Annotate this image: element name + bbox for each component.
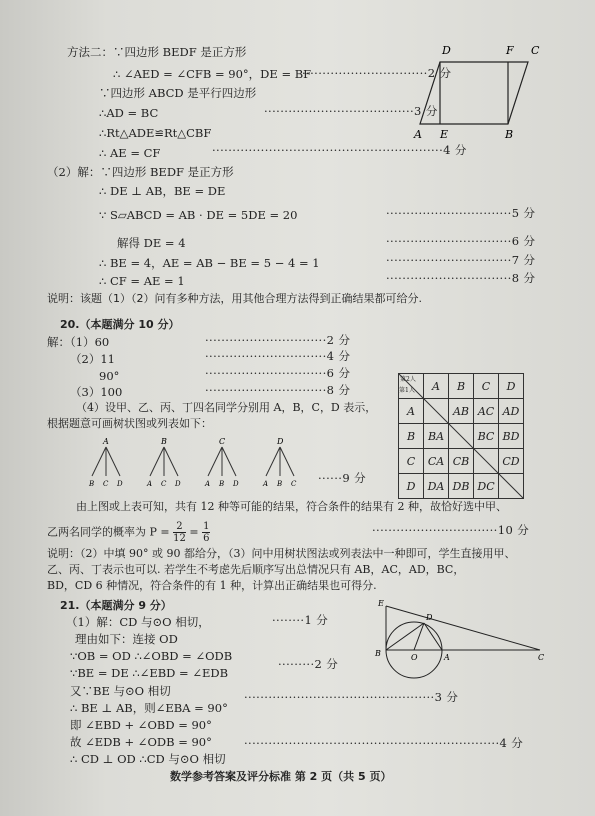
q21-line1: （1）解：CD 与⊙O 相切， xyxy=(66,615,210,629)
score-marker: ······························6 分 xyxy=(205,366,351,380)
table-col-header: A xyxy=(424,374,449,399)
part2-line5: ∴ BE = 4，AE = AB − BE = 5 − 4 = 1 xyxy=(99,256,320,270)
fraction-numerator: 2 xyxy=(173,521,186,533)
score-marker: ·······························7 分 xyxy=(386,253,536,267)
q20-answer2b: 90° xyxy=(99,369,120,383)
part2-note: 说明：该题（1）（2）问有多种方法，用其他合理方法得到正确结果都可给分. xyxy=(47,292,422,305)
score-marker: ······························4 分 xyxy=(205,349,351,363)
part2-line6: ∴ CF = AE = 1 xyxy=(99,274,185,288)
probability-text: 乙两名同学的概率为 P = xyxy=(47,525,174,539)
method2-line3: ∵四边形 ABCD 是平行四边形 xyxy=(99,86,257,100)
corner-top-label: 第2人 xyxy=(400,376,416,383)
q21-line6: ∴ BE ⊥ AB，则∠EBA = 90° xyxy=(70,701,228,715)
score-marker: ······························2 分 xyxy=(205,333,351,347)
tree-branch xyxy=(266,447,280,476)
label-B: B xyxy=(505,128,514,141)
method2-line1: 方法二：∵四边形 BEDF 是正方形 xyxy=(67,45,247,59)
tree-root-D: D xyxy=(277,437,284,446)
tree-root-B: B xyxy=(161,437,167,446)
tree-branch xyxy=(106,447,120,476)
tree-leaf-D: D xyxy=(117,480,123,488)
label-A: A xyxy=(414,128,422,141)
tree-leaf-D: D xyxy=(233,480,239,488)
method2-line4: ∴AD = BC xyxy=(99,106,159,120)
table-cell: CD xyxy=(499,449,524,474)
page-footer: 数学参考答案及评分标准 第 2 页（共 5 页） xyxy=(170,770,392,783)
parallelogram-figure xyxy=(412,42,552,142)
table-cell: BA xyxy=(424,424,449,449)
table-col-header: D xyxy=(499,374,524,399)
label-C: C xyxy=(531,44,540,57)
table-cell: DB xyxy=(449,474,474,499)
table-cell: AC xyxy=(474,399,499,424)
method2-line5: ∴Rt△ADE≌Rt△CBF xyxy=(99,126,212,140)
q20-note-line1: 说明：（2）中填 90° 或 90 都给分，（3）问中用树状图法或列表法中一种即可，学生直接用甲、 xyxy=(47,547,516,560)
tree-root-C: C xyxy=(219,437,226,446)
q21-line7: 即 ∠EBD + ∠OBD = 90° xyxy=(70,718,212,732)
q20-answer3: （3）100 xyxy=(70,385,123,399)
q20-answer2: （2）11 xyxy=(70,352,115,366)
q21-line5: 又∵BE 与⊙O 相切 xyxy=(70,684,171,698)
tree-diagram xyxy=(88,436,318,496)
part2-line2: ∴ DE ⊥ AB，BE = DE xyxy=(99,184,226,198)
circle-tangent-figure xyxy=(372,598,552,668)
score-marker: ·····································3 分 xyxy=(264,104,438,118)
table-row-header: D xyxy=(399,474,424,499)
score-marker: ·······························6 分 xyxy=(386,234,536,248)
fraction-2-12 xyxy=(173,521,186,544)
table-corner-cell xyxy=(399,374,424,399)
q20-conclusion-line1: 由上图或上表可知，共有 12 种等可能的结果，符合条件的结果有 2 种，故恰好选中甲、 xyxy=(76,500,507,513)
score-marker: ·······························5 分 xyxy=(386,206,536,220)
tree-leaf-C: C xyxy=(291,480,297,488)
fraction-denominator: 12 xyxy=(173,533,186,544)
fraction-numerator: 1 xyxy=(203,521,210,532)
q20-answer4-line2: 根据题意可画树状图或列表如下： xyxy=(47,417,212,430)
method2-line6: ∴ AE = CF xyxy=(99,146,161,160)
tree-branch xyxy=(92,447,106,476)
q21-line9: ∴ CD ⊥ OD ∴CD 与⊙O 相切 xyxy=(70,752,226,766)
q20-answer4-line1: （4）设甲、乙、丙、丁四名同学分别用 A，B，C，D 表示， xyxy=(76,401,377,414)
label-E: E xyxy=(378,599,384,608)
label-O: O xyxy=(411,653,418,662)
q21-line8: 故 ∠EDB + ∠ODB = 90° xyxy=(70,735,212,749)
table-row-header: A xyxy=(399,399,424,424)
score-marker: ········1 分 xyxy=(272,613,329,627)
table-cell: DC xyxy=(474,474,499,499)
part2-line3: ∵ S▱ABCD = AB · DE = 5DE = 20 xyxy=(99,208,298,222)
score-marker: ·······························································4 分 xyxy=(244,736,524,750)
q21-line3: ∵OB = OD ∴∠OBD = ∠ODB xyxy=(70,649,233,663)
score-marker: ·········2 分 xyxy=(278,657,339,671)
score-marker: ···············································3 分 xyxy=(244,690,459,704)
score-marker: ······························8 分 xyxy=(205,383,351,397)
tree-branch xyxy=(208,447,222,476)
tree-branch xyxy=(222,447,236,476)
q20-conclusion-line2: 乙两名同学的概率为 P = $\frac{2}{12}$ = $\frac{1}{6}$ xyxy=(47,521,210,544)
table-diagonal-cell xyxy=(474,449,499,474)
table-diagonal-cell xyxy=(449,424,474,449)
tree-leaf-B: B xyxy=(89,480,95,488)
table-col-header: C xyxy=(474,374,499,399)
table-cell: AB xyxy=(449,399,474,424)
tree-leaf-A: A xyxy=(263,480,269,488)
tree-leaf-C: C xyxy=(103,480,109,488)
q21-line2: 理由如下：连接 OD xyxy=(75,632,178,646)
fraction-1-6 xyxy=(202,521,210,544)
tree-leaf-A: A xyxy=(205,480,211,488)
tree-branch xyxy=(164,447,178,476)
label-C: C xyxy=(538,653,545,662)
label-B: B xyxy=(375,649,381,658)
table-cell: AD xyxy=(499,399,524,424)
score-marker: ·························································4 分 xyxy=(212,143,467,157)
label-D: D xyxy=(426,613,433,622)
label-A: A xyxy=(444,653,450,662)
tree-branch xyxy=(150,447,164,476)
table-diagonal-cell xyxy=(424,399,449,424)
table-cell: CB xyxy=(449,449,474,474)
label-F: F xyxy=(506,44,514,57)
corner-bottom-label: 第1人 xyxy=(399,387,415,394)
q20-title: 20.（本题满分 10 分） xyxy=(60,318,180,331)
tree-root-A: A xyxy=(103,437,109,446)
outcome-table xyxy=(398,373,524,499)
score-marker: ·······························2 分 xyxy=(302,66,452,80)
part2-line1: （2）解：∵四边形 BEDF 是正方形 xyxy=(47,165,234,179)
part2-line4: 解得 DE = 4 xyxy=(117,236,186,250)
q20-answer1: 解：（1）60 xyxy=(47,335,110,349)
score-marker: ······9 分 xyxy=(318,471,367,485)
table-col-header: B xyxy=(449,374,474,399)
tree-leaf-D: D xyxy=(175,480,181,488)
table-row-header: C xyxy=(399,449,424,474)
q20-note-line2: 乙、丙、丁表示也可以. 若学生不考虑先后顺序写出总情况只有 AB，AC，AD，BC， xyxy=(47,563,465,576)
fraction-denominator: 6 xyxy=(203,533,210,544)
table-row-header: B xyxy=(399,424,424,449)
q21-title: 21.（本题满分 9 分） xyxy=(60,599,172,612)
tree-leaf-B: B xyxy=(277,480,283,488)
tree-leaf-B: B xyxy=(219,480,225,488)
table-cell: DA xyxy=(424,474,449,499)
table-diagonal-cell xyxy=(499,474,524,499)
score-marker: ·······························8 分 xyxy=(386,271,536,285)
tree-leaf-C: C xyxy=(161,480,167,488)
label-D: D xyxy=(442,44,451,57)
tree-leaf-A: A xyxy=(147,480,153,488)
score-marker: ·······························10 分 xyxy=(372,523,530,537)
tree-branch xyxy=(280,447,294,476)
table-cell: BD xyxy=(499,424,524,449)
table-cell: BC xyxy=(474,424,499,449)
q20-note-line3: BD，CD 6 种情况，符合条件的有 1 种，计算出正确结果也可得分. xyxy=(47,579,377,592)
label-E: E xyxy=(440,128,449,141)
q21-line4: ∵BE = DE ∴∠EBD = ∠EDB xyxy=(70,666,229,680)
method2-line2: ∴ ∠AED = ∠CFB = 90°，DE = BF xyxy=(113,67,312,81)
table-cell: CA xyxy=(424,449,449,474)
